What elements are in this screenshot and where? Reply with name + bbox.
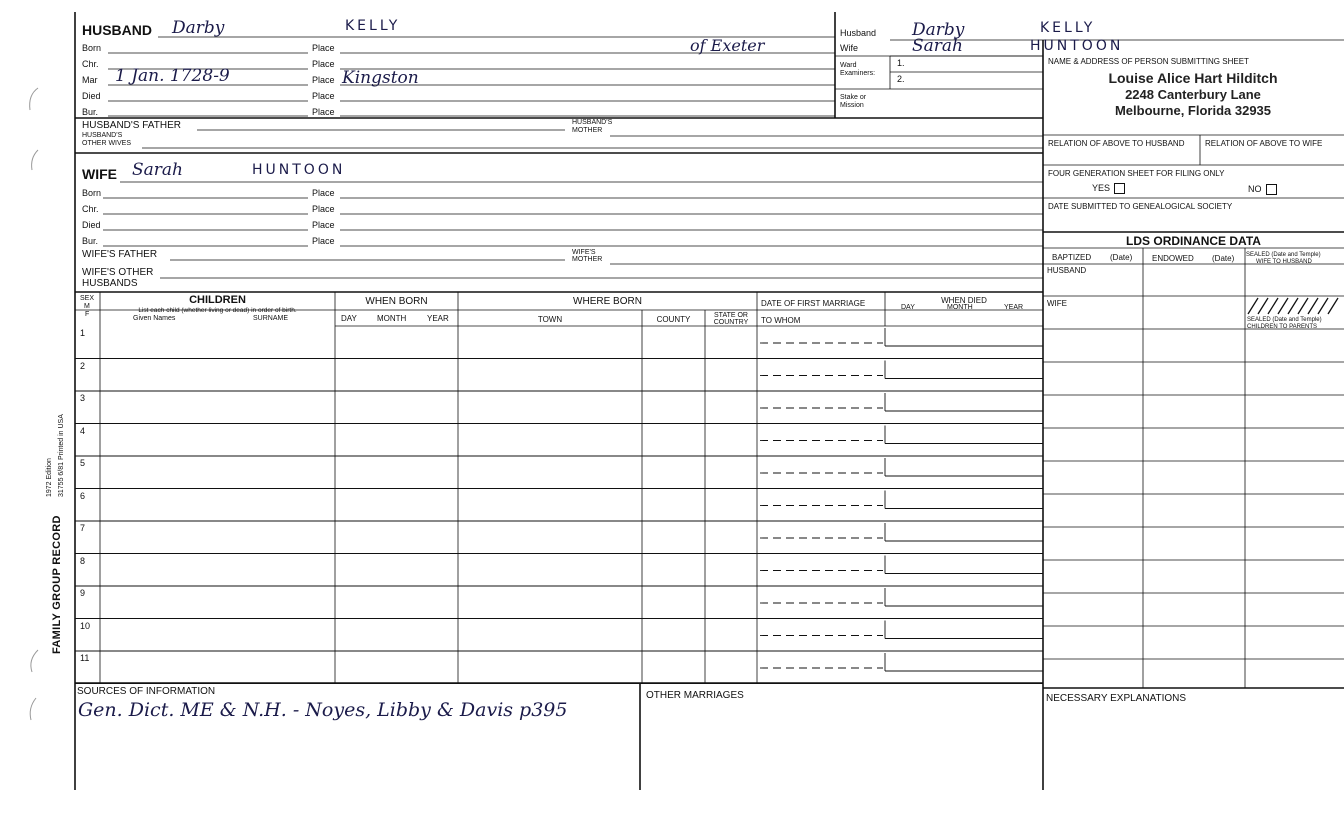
sex-label-2: M [84, 303, 90, 310]
husbands-mother-label-2: MOTHER [572, 127, 603, 134]
sex-label-1: SEX [80, 295, 95, 302]
wife-died-label: Died [82, 220, 101, 230]
children-title: CHILDREN [189, 294, 246, 306]
wifes-mother-label-2: MOTHER [572, 256, 603, 263]
header-husband-label: Husband [840, 28, 877, 38]
yes-checkbox[interactable] [1114, 183, 1125, 194]
header-wife-surname: HUNTOON [1030, 38, 1124, 54]
child-row-number: 5 [80, 458, 86, 468]
relation-wife-label: RELATION OF ABOVE TO WIFE [1205, 139, 1323, 148]
relation-husband-label: RELATION OF ABOVE TO HUSBAND [1048, 139, 1185, 148]
no-checkbox[interactable] [1266, 184, 1277, 195]
submitter-name: Louise Alice Hart Hilditch [1108, 70, 1278, 86]
side-edition-2: 31755 6/81 Printed in USA [58, 414, 65, 497]
yes-label: YES [1092, 183, 1111, 193]
child-row-number: 1 [80, 328, 86, 338]
other-husbands-label-2: HUSBANDS [82, 278, 138, 289]
four-generation-yes [1092, 183, 1125, 194]
lds-wife-label: WIFE [1047, 299, 1067, 308]
wife-chr-place-label: Place [312, 204, 335, 214]
wife-given-name: Sarah [132, 160, 183, 180]
lds-endowed-label: ENDOWED [1152, 254, 1194, 263]
husband-mar-label: Mar [82, 75, 98, 85]
wife-surname: HUNTOON [252, 162, 346, 178]
wife-died-place-label: Place [312, 220, 335, 230]
wifes-mother-label-1: WIFE'S [572, 249, 596, 256]
stake-label-1: Stake or [840, 94, 867, 101]
wife-bur-label: Bur. [82, 236, 99, 246]
husbands-father-label: HUSBAND'S FATHER [82, 120, 181, 131]
husbands-mother-label-1: HUSBAND'S [572, 119, 613, 126]
other-husbands-label-1: WIFE'S OTHER [82, 267, 154, 278]
where-born-label: WHERE BORN [573, 296, 642, 307]
necessary-explanations-label: NECESSARY EXPLANATIONS [1046, 693, 1187, 704]
other-wives-label-1: HUSBAND'S [82, 132, 123, 139]
husband-mar-place-label: Place [312, 75, 335, 85]
child-row-number: 11 [80, 653, 90, 663]
side-title: FAMILY GROUP RECORD [51, 515, 63, 654]
died-year-label: YEAR [1004, 304, 1024, 311]
husband-surname: KELLY [345, 18, 401, 34]
lds-title: LDS ORDINANCE DATA [1126, 234, 1261, 248]
date-submitted-label: DATE SUBMITTED TO GENEALOGICAL SOCIETY [1048, 202, 1233, 211]
side-edition-1: 1972 Edition [46, 458, 53, 497]
child-row-number: 9 [80, 588, 86, 598]
wife-heading: WIFE [82, 166, 117, 182]
surname-label: SURNAME [253, 315, 289, 322]
four-generation-label: FOUR GENERATION SHEET FOR FILING ONLY [1048, 169, 1225, 178]
state-label-1: STATE OR [714, 312, 748, 319]
ward-label-1: Ward [840, 62, 857, 69]
first-marriage-label: DATE OF FIRST MARRIAGE [761, 299, 866, 308]
died-day-label: DAY [901, 304, 915, 311]
header-husband-surname: KELLY [1040, 20, 1096, 36]
to-whom-label: TO WHOM [761, 316, 801, 325]
child-row-number: 2 [80, 360, 86, 371]
husband-given-name: Darby [172, 18, 225, 38]
lds-date-2: (Date) [1212, 254, 1235, 263]
child-row-number: 4 [80, 425, 86, 436]
other-marriages-label: OTHER MARRIAGES [646, 690, 744, 701]
header-wife-label: Wife [840, 43, 858, 53]
child-row-number: 3 [80, 393, 86, 403]
died-month-label: MONTH [947, 304, 973, 311]
lds-sealed-2: WIFE TO HUSBAND [1256, 259, 1312, 265]
husband-born-place-label: Place [312, 43, 335, 53]
husband-died-label: Died [82, 91, 101, 101]
child-row-number: 10 [80, 620, 91, 631]
submitter-street: 2248 Canterbury Lane [1125, 87, 1261, 102]
wife-chr-label: Chr. [82, 204, 99, 214]
ward-label-2: Examiners: [840, 70, 876, 77]
town-label: TOWN [537, 315, 563, 324]
husband-born-label: Born [82, 43, 102, 53]
no-label: NO [1248, 184, 1262, 194]
stake-label-2: Mission [840, 102, 864, 109]
wifes-father-label: WIFE'S FATHER [82, 249, 158, 260]
sources-label: SOURCES OF INFORMATION [77, 686, 216, 697]
lds-husband-label: HUSBAND [1047, 266, 1087, 275]
husband-mar-date: 1 Jan. 1728-9 [115, 66, 230, 86]
submitter-city: Melbourne, Florida 32935 [1114, 103, 1272, 118]
lds-date-1: (Date) [1110, 253, 1133, 262]
submitter-label: NAME & ADDRESS OF PERSON SUBMITTING SHEET [1048, 57, 1249, 66]
four-generation-no [1248, 184, 1277, 195]
wife-born-label: Born [82, 188, 102, 198]
ward-examiner-1: 1. [897, 58, 905, 68]
children-subtitle: List each child (whether living or dead) in order of birth. [138, 307, 297, 314]
born-day-label: DAY [341, 314, 357, 323]
other-wives-label-2: OTHER WIVES [82, 140, 132, 147]
child-row-number: 8 [80, 555, 86, 566]
state-label-2: COUNTRY [713, 319, 749, 326]
wife-bur-place-label: Place [312, 236, 335, 246]
lds-sealed-1: SEALED (Date and Temple) [1246, 252, 1321, 258]
sources-text: Gen. Dict. ME & N.H. - Noyes, Libby & Davis p395 [78, 699, 568, 721]
sex-label-3: F [85, 311, 90, 318]
husband-chr-place-label: Place [312, 59, 335, 69]
lds-sealed-children-1: SEALED (Date and Temple) [1247, 317, 1322, 323]
lds-sealed-children-2: CHILDREN TO PARENTS [1247, 324, 1318, 330]
ward-examiner-2: 2. [897, 74, 905, 84]
header-husband-given: Darby [912, 20, 965, 40]
when-born-label: WHEN BORN [365, 296, 428, 307]
born-month-label: MONTH [377, 314, 407, 323]
husband-bur-label: Bur. [82, 107, 99, 117]
county-label: COUNTY [656, 315, 691, 324]
when-died-label: WHEN DIED [941, 296, 987, 305]
wife-born-place-label: Place [312, 188, 335, 198]
husband-mar-place: Kingston [342, 68, 419, 88]
husband-died-place-label: Place [312, 91, 335, 101]
child-row-number: 7 [80, 523, 86, 533]
husband-chr-label: Chr. [82, 59, 99, 69]
given-names-label: Given Names [133, 315, 176, 322]
husband-born-place: of Exeter [690, 36, 765, 55]
husband-heading: HUSBAND [82, 22, 152, 38]
header-wife-given: Sarah [912, 36, 963, 56]
child-row-number: 6 [80, 490, 86, 501]
husband-bur-place-label: Place [312, 107, 335, 117]
born-year-label: YEAR [427, 314, 449, 323]
lds-baptized-label: BAPTIZED [1052, 253, 1092, 262]
